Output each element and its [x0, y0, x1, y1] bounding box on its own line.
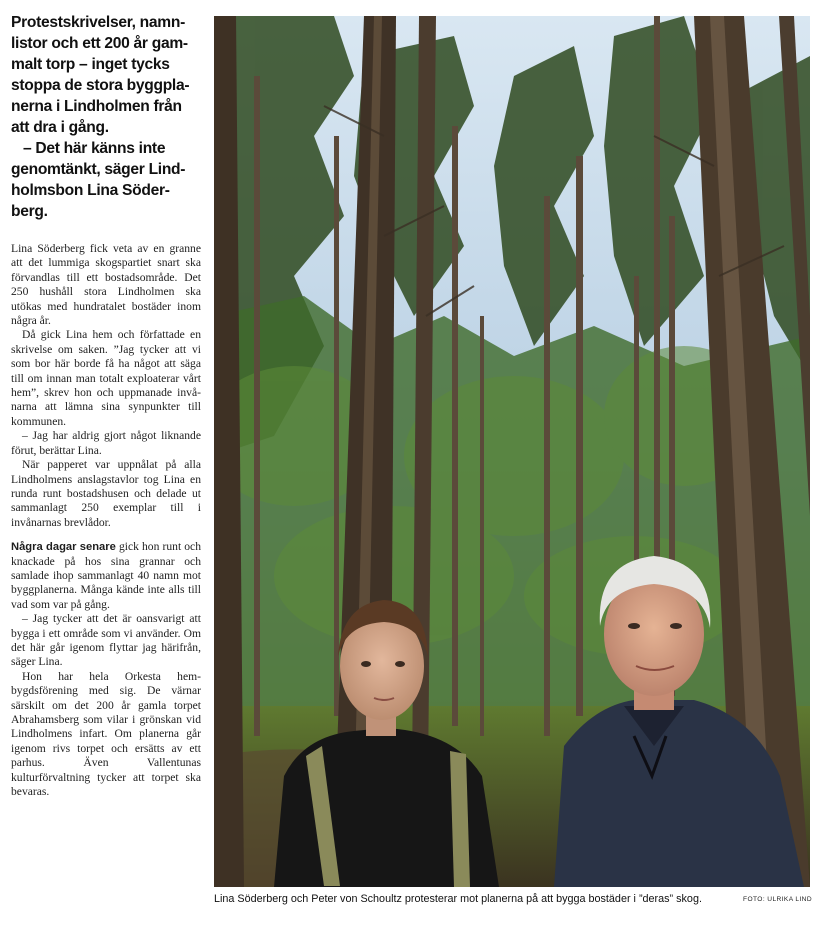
body-paragraph-4: När papperet var uppnålat på alla Lindholmens anslagstavlor tog Lina en runda runt bostadshusen och delade ut sammanlagt 250 exemplar till i invånarnas brevlådor.: [11, 458, 201, 529]
body-section-2: [11, 540, 201, 612]
ingress-quote: – Det här känns inte genomtänkt, säger Lindholmsbon Lina Söderberg.: [11, 140, 186, 220]
forest-photo-illustration: [214, 16, 810, 887]
body-paragraph-6: Hon har hela Orkesta hembygdsförening med sig. De värnar särskilt om det 200 år gamla torpet Abrahamsberg som vilar i grönskan vid Lindholmens infart. Om planerna går igenom rivs torpet och ersätts av ett parhus. Även Vallentunas kulturförvaltning tycker att torpet ska bevaras.: [11, 669, 201, 799]
article-ingress: [11, 12, 201, 222]
photo-caption: Lina Söderberg och Peter von Schoultz protesterar mot planerna på att bygga bostäder i ”deras” skog.: [214, 893, 702, 905]
section-lead-in: Några dagar senare: [11, 541, 116, 554]
ingress-lead: Protestskrivelser, namnlistor och ett 200 år gammalt torp – inget tycks stoppa de stora byggplanerna i Lindholmen från att dra i gång.: [11, 14, 190, 136]
body-paragraph-1: Lina Söderberg fick veta av en granne att det lummiga skogspartiet snart ska förvandlas till ett bostadsområde. Det 250 hushåll stora Lindholmen ska utökas med hundratalet bostäder inom några år.: [11, 242, 201, 328]
body-paragraph-3: – Jag har aldrig gjort något liknande förut, berättar Lina.: [11, 429, 201, 457]
article-column: [11, 12, 201, 799]
forest-photo: [214, 16, 810, 887]
section-2-text: gick hon runt och knackade på hos sina grannar och samlade ihop sammanlagt 40 namn mot byggplanerna. Många kände inte alls till vad som var på gång.: [11, 540, 201, 611]
body-paragraph-5: – Jag tycker att det är oansvarigt att bygga i ett område som vi använder. Om det här går igenom flyttar jag härifrån, säger Lina.: [11, 612, 201, 669]
body-paragraph-2: Då gick Lina hem och författade en skrivelse om saken. ”Jag tycker att vi som bor här borde få ha något att säga till om innan man totalt exploaterar vårt hem”, skrev hon och uppmanade invånarna att lämna sina synpunkter till kommunen.: [11, 328, 201, 428]
photo-credit: FOTO: ULRIKA LIND: [743, 896, 812, 903]
article-body: [11, 242, 201, 799]
